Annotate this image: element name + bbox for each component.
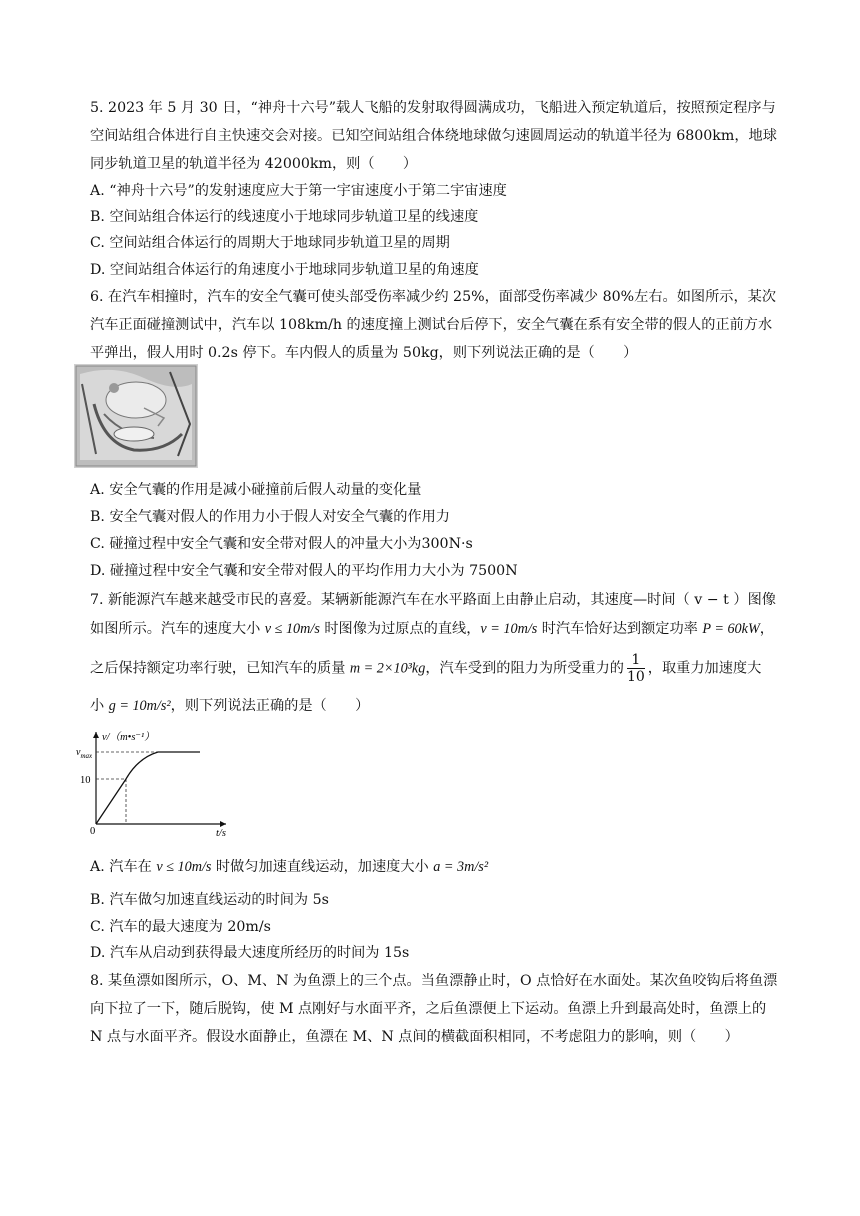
q5-stem-line-3: 同步轨道卫星的轨道半径为 42000km，则（ ） — [90, 156, 418, 172]
q7-option-b: B. 汽车做匀加速直线运动的时间为 5s — [90, 892, 329, 908]
q7-stem-line-4 — [90, 696, 369, 716]
q7-stem-line-1: 7. 新能源汽车越来越受市民的喜爱。某辆新能源汽车在水平路面上由静止启动，其速度—时间（ v − t ）图像 — [90, 592, 776, 608]
q7-option-d: D. 汽车从启动到获得最大速度所经历的时间为 15s — [90, 945, 410, 961]
vt-graph — [76, 728, 238, 838]
q7-math-v-limit: v ≤ 10m/s — [264, 621, 320, 637]
q7-text: ，汽车受到的阻力为所受重力的 — [425, 660, 624, 677]
q7-math-v-value: v = 10m/s — [480, 621, 538, 637]
q7-math-acceleration: a = 3m/s² — [433, 859, 489, 875]
fraction-numerator: 1 — [627, 652, 645, 669]
q7-math-v-limit: v ≤ 10m/s — [156, 859, 212, 875]
q7-stem-line-3 — [90, 652, 761, 685]
q8-stem-line-2: 向下拉了一下，随后脱钩，使 M 点刚好与水面平齐，之后鱼漂便上下运动。鱼漂上升到最高处时，鱼漂上的 — [90, 1001, 767, 1017]
q5-stem-line-1: 5. 2023 年 5 月 30 日，“神舟十六号”载人飞船的发射取得圆满成功，飞船进入预定轨道后，按照预定程序与 — [90, 100, 776, 116]
q7-text: 小 — [90, 698, 109, 714]
crash-test-photo — [74, 364, 198, 468]
q7-text: A. 汽车在 — [90, 859, 157, 875]
y-axis-arrow-icon — [93, 732, 99, 738]
vmax-label — [76, 747, 93, 760]
q7-text: 如图所示。汽车的速度大小 — [90, 621, 265, 637]
vmax-symbol: v — [76, 747, 81, 758]
q6-stem-line-2: 汽车正面碰撞测试中，汽车以 108km/h 的速度撞上测试台后停下，安全气囊在系有安全带的假人的正前方水 — [90, 317, 773, 333]
q6-option-d: D. 碰撞过程中安全气囊和安全带对假人的平均作用力大小为 7500N — [90, 563, 518, 579]
vmax-subscript: max — [80, 752, 93, 760]
q5-option-a: A. “神舟十六号”的发射速度应大于第一宇宙速度小于第二宇宙速度 — [90, 183, 507, 199]
q6-option-a: A. 安全气囊的作用是减小碰撞前后假人动量的变化量 — [90, 482, 422, 498]
q5-option-b: B. 空间站组合体运行的线速度小于地球同步轨道卫星的线速度 — [90, 209, 479, 225]
q8-stem-line-1: 8. 某鱼漂如图所示，O、M、N 为鱼漂上的三个点。当鱼漂静止时，O 点恰好在水面处。某次鱼咬钩后将鱼漂 — [90, 973, 778, 989]
q7-math-mass: m = 2×10³kg — [349, 660, 426, 677]
q6-option-b: B. 安全气囊对假人的作用力小于假人对安全气囊的作用力 — [90, 509, 450, 525]
q7-math-gravity: g = 10m/s² — [108, 698, 171, 714]
q7-stem-line-2 — [90, 619, 774, 639]
q7-text: 时汽车恰好达到额定功率 — [537, 621, 703, 637]
q7-text: ，则下列说法正确的是（ ） — [170, 698, 370, 714]
y-axis-label: v/（m•s⁻¹） — [102, 732, 155, 743]
q7-option-c: C. 汽车的最大速度为 20m/s — [90, 919, 271, 935]
q7-math-power: P = 60kW — [702, 621, 760, 637]
fraction-denominator: 10 — [626, 669, 645, 685]
q6-option-c: C. 碰撞过程中安全气囊和安全带对假人的冲量大小为300N·s — [90, 536, 473, 552]
origin-label: 0 — [90, 826, 96, 837]
vt-curve — [96, 752, 200, 824]
q7-text: ， — [759, 621, 774, 637]
q5-option-d: D. 空间站组合体运行的角速度小于地球同步轨道卫星的角速度 — [90, 262, 479, 278]
q6-stem-line-3: 平弹出，假人用时 0.2s 停下。车内假人的质量为 50kg，则下列说法正确的是（ ） — [90, 345, 638, 361]
q8-stem-line-3: N 点与水面平齐。假设水面静止，鱼漂在 M、N 点间的横截面积相同，不考虑阻力的影响，则（ ） — [90, 1029, 739, 1045]
fraction-one-tenth — [627, 652, 645, 685]
q5-stem-line-2: 空间站组合体进行自主快速交会对接。已知空间站组合体绕地球做匀速圆周运动的轨道半径为 6800km，地球 — [90, 128, 777, 144]
q7-option-a — [90, 857, 488, 877]
q6-stem-line-1: 6. 在汽车相撞时，汽车的安全气囊可使头部受伤率减少约 25%，面部受伤率减少 80%左右。如图所示，某次 — [90, 289, 777, 305]
x-axis-label: t/s — [216, 828, 226, 838]
x-axis-arrow-icon — [220, 821, 226, 827]
q7-text: 时做匀加速直线运动，加速度大小 — [211, 859, 434, 875]
q5-option-c: C. 空间站组合体运行的周期大于地球同步轨道卫星的周期 — [90, 235, 450, 251]
tick-10-label: 10 — [80, 775, 91, 786]
q7-text: 时图像为过原点的直线， — [319, 621, 481, 637]
q7-text: ，取重力加速度大 — [647, 660, 762, 677]
q7-text: 之后保持额定功率行驶，已知汽车的质量 — [90, 660, 350, 677]
